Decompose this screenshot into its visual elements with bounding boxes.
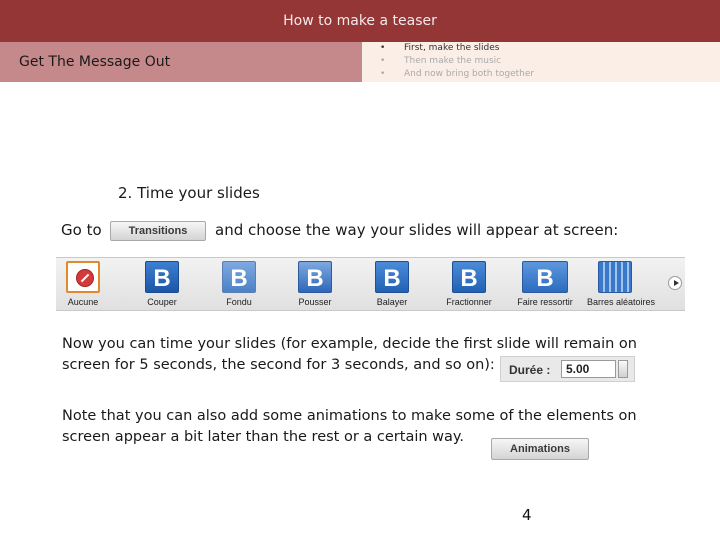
transition-label: Couper bbox=[147, 297, 177, 307]
section-title: Get The Message Out bbox=[19, 54, 171, 70]
timing-paragraph: Now you can time your slides (for example, decide the first slide will remain on screen for 5 seconds, the second for 3 seconds, and so on): bbox=[62, 336, 637, 373]
transition-label: Fondu bbox=[226, 297, 252, 307]
transition-label: Aucune bbox=[67, 297, 99, 307]
transition-label: Faire ressortir bbox=[517, 297, 573, 307]
bullet-text: Then make the music bbox=[404, 56, 502, 66]
animations-button[interactable]: Animations bbox=[491, 438, 589, 460]
animations-paragraph: Note that you can also add some animations to make some of the elements on screen appear a bit later than the rest or a certain way. bbox=[62, 408, 637, 445]
b-glyph-icon: B bbox=[460, 265, 478, 292]
b-glyph-icon: B bbox=[383, 265, 401, 292]
page-number: 4 bbox=[522, 506, 532, 524]
no-entry-icon bbox=[76, 269, 94, 287]
section-band bbox=[0, 42, 362, 82]
bullet-text: First, make the slides bbox=[404, 43, 500, 53]
transition-label: Barres aléatoires bbox=[586, 297, 656, 307]
transition-label: Balayer bbox=[376, 297, 408, 307]
transition-pousser-tile[interactable] bbox=[298, 261, 332, 293]
step-heading: 2. Time your slides bbox=[118, 184, 260, 202]
transition-label: Pousser bbox=[298, 297, 332, 307]
slide-title: How to make a teaser bbox=[283, 13, 437, 29]
transition-balayer-tile[interactable] bbox=[375, 261, 409, 293]
transition-couper-tile[interactable] bbox=[145, 261, 179, 293]
gallery-next-arrow-icon[interactable] bbox=[668, 276, 682, 290]
b-glyph-icon: B bbox=[230, 265, 248, 292]
bullet-text: And now bring both together bbox=[404, 69, 535, 79]
transition-aucune-tile[interactable] bbox=[66, 261, 100, 293]
b-glyph-icon: B bbox=[306, 265, 324, 292]
duration-control bbox=[500, 356, 635, 382]
transition-fondu-tile[interactable] bbox=[222, 261, 256, 293]
bullet-dot-icon: • bbox=[380, 56, 386, 66]
duration-input[interactable]: 5.00 bbox=[561, 360, 616, 378]
bullet-dot-icon: • bbox=[380, 43, 386, 53]
transition-fractionner-tile[interactable] bbox=[452, 261, 486, 293]
choose-text: and choose the way your slides will appear at screen: bbox=[215, 221, 619, 239]
transition-faire-ressortir-tile[interactable] bbox=[522, 261, 568, 293]
duration-label: Durée : bbox=[509, 363, 551, 377]
b-glyph-icon: B bbox=[153, 265, 171, 292]
bullet-dot-icon: • bbox=[380, 69, 386, 79]
transition-label: Fractionner bbox=[446, 297, 492, 307]
transitions-button[interactable]: Transitions bbox=[110, 221, 206, 241]
duration-stepper-icon[interactable] bbox=[618, 360, 628, 378]
b-glyph-icon: B bbox=[536, 265, 554, 292]
transition-barres-aleatoires-tile[interactable] bbox=[598, 261, 632, 293]
goto-text: Go to bbox=[61, 221, 102, 239]
